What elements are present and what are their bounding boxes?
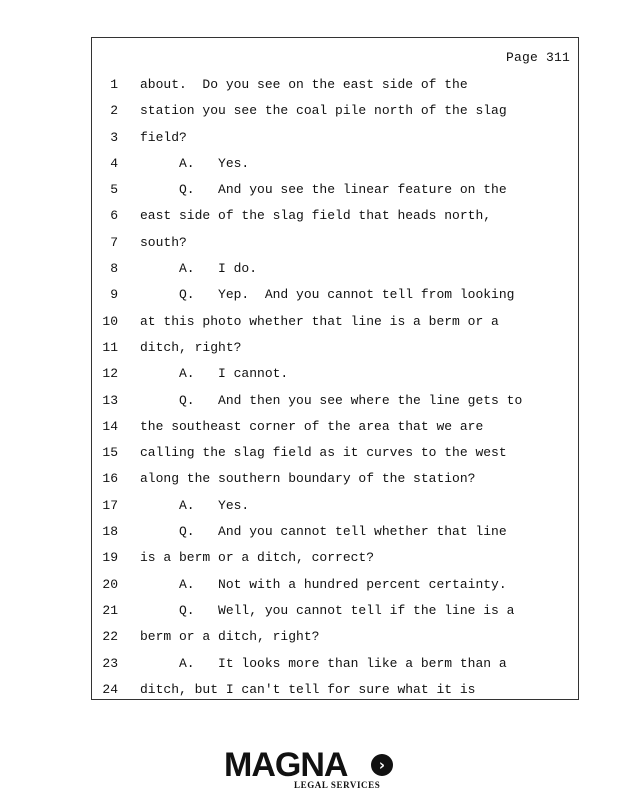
transcript-line xyxy=(92,125,578,151)
line-text: east side of the slag field that heads north, xyxy=(140,208,492,224)
line-text: station you see the coal pile north of the slag xyxy=(140,103,507,119)
logo-subtitle: LEGAL SERVICES xyxy=(294,780,381,790)
transcript-line xyxy=(92,388,578,414)
line-number: 1 xyxy=(110,77,118,92)
line-number: 4 xyxy=(110,155,118,171)
transcript-line xyxy=(92,203,578,229)
transcript-line xyxy=(92,151,578,177)
line-number: 22 xyxy=(102,629,118,645)
transcript-page xyxy=(91,37,579,700)
line-text: along the southern boundary of the station? xyxy=(140,471,476,487)
line-text: Q. And you see the linear feature on the xyxy=(140,182,507,198)
transcript-lines xyxy=(92,72,578,703)
line-number: 13 xyxy=(102,392,118,408)
transcript-line xyxy=(92,256,578,282)
line-text: Q. And then you see where the line gets to xyxy=(140,392,523,408)
line-number: 18 xyxy=(102,524,118,540)
transcript-line xyxy=(92,677,578,703)
line-text: A. I do. xyxy=(140,261,258,277)
line-number: 11 xyxy=(102,339,118,355)
line-text: Q. And you cannot tell whether that line xyxy=(140,524,507,540)
line-number: 6 xyxy=(110,208,118,224)
line-number: 20 xyxy=(102,576,118,592)
line-text: Q. Well, you cannot tell if the line is a xyxy=(140,602,515,618)
line-text: the southeast corner of the area that we are xyxy=(140,418,484,434)
logo-wordmark: MAGNA xyxy=(224,746,348,784)
line-text: A. I cannot. xyxy=(140,366,289,382)
line-number: 9 xyxy=(110,287,118,303)
magna-logo xyxy=(224,746,399,794)
line-text: about. Do you see on the east side of the xyxy=(140,77,468,92)
chevron-circle-icon: › xyxy=(371,754,393,776)
line-number: 24 xyxy=(102,681,118,697)
line-text: A. It looks more than like a berm than a xyxy=(140,655,507,671)
transcript-line xyxy=(92,493,578,519)
line-text: A. Yes. xyxy=(140,497,250,513)
transcript-line xyxy=(92,651,578,677)
transcript-line xyxy=(92,282,578,308)
line-text: field? xyxy=(140,129,187,145)
line-number: 3 xyxy=(110,129,118,145)
line-number: 2 xyxy=(110,103,118,119)
line-number: 12 xyxy=(102,366,118,382)
line-number: 5 xyxy=(110,182,118,198)
line-number: 16 xyxy=(102,471,118,487)
transcript-line xyxy=(92,177,578,203)
line-text: berm or a ditch, right? xyxy=(140,629,320,645)
transcript-line xyxy=(92,230,578,256)
line-text: ditch, but I can't tell for sure what it is xyxy=(140,681,476,697)
line-number: 17 xyxy=(102,497,118,513)
line-number: 10 xyxy=(102,313,118,329)
transcript-line xyxy=(92,624,578,650)
transcript-line xyxy=(92,519,578,545)
line-number: 15 xyxy=(102,445,118,461)
line-text: A. Not with a hundred percent certainty. xyxy=(140,576,507,592)
transcript-line xyxy=(92,335,578,361)
line-text: at this photo whether that line is a berm or a xyxy=(140,313,499,329)
transcript-line xyxy=(92,361,578,387)
line-text: is a berm or a ditch, correct? xyxy=(140,550,375,566)
transcript-line xyxy=(92,414,578,440)
line-text: calling the slag field as it curves to the west xyxy=(140,445,507,461)
transcript-line xyxy=(92,598,578,624)
line-number: 23 xyxy=(102,655,118,671)
line-number: 19 xyxy=(102,550,118,566)
transcript-line xyxy=(92,98,578,124)
line-text: south? xyxy=(140,234,187,250)
transcript-line xyxy=(92,440,578,466)
line-number: 7 xyxy=(110,234,118,250)
transcript-line xyxy=(92,466,578,492)
transcript-line xyxy=(92,572,578,598)
line-number: 14 xyxy=(102,418,118,434)
line-number: 8 xyxy=(110,261,118,277)
transcript-line xyxy=(92,545,578,571)
page-number: Page 311 xyxy=(505,50,570,65)
line-number: 21 xyxy=(102,602,118,618)
transcript-line xyxy=(92,72,578,98)
transcript-line xyxy=(92,309,578,335)
line-text: ditch, right? xyxy=(140,339,242,355)
line-text: A. Yes. xyxy=(140,155,250,171)
line-text: Q. Yep. And you cannot tell from looking xyxy=(140,287,515,303)
